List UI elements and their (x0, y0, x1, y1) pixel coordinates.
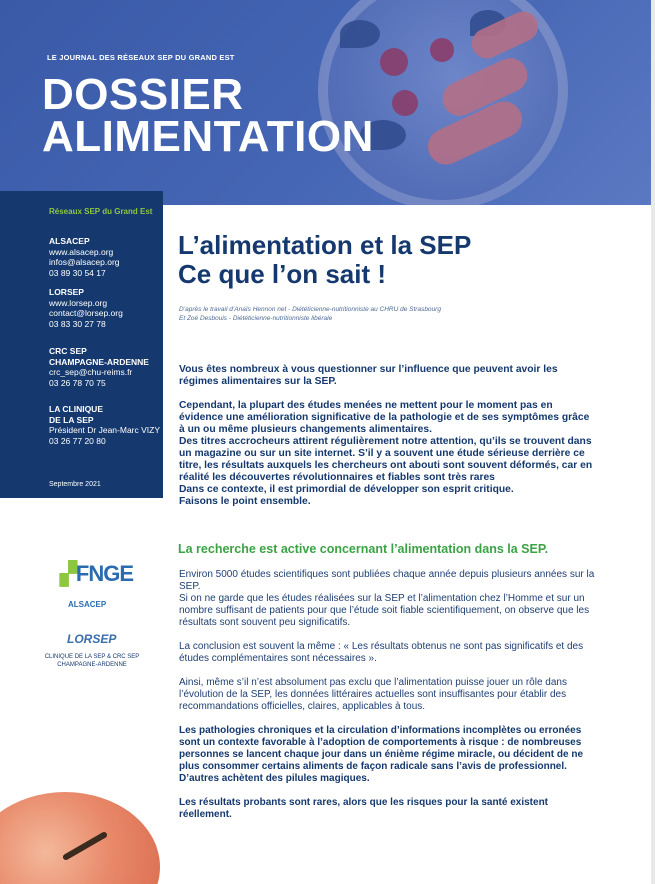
author-credit (179, 306, 441, 323)
apple-image (0, 792, 160, 884)
org-phone: 03 26 77 20 80 (49, 435, 106, 446)
fnge-logo-mark: ▞ (60, 561, 76, 586)
alsacep-logo: ALSACEP (68, 600, 107, 609)
org-email-link[interactable]: contact@lorsep.org (49, 308, 123, 318)
intro-paragraph: Des titres accrocheurs attirent régulièrement notre attention, qu’ils se trouvent dans un magazine ou sur un site internet. S’il y a souvent une étude sérieuse derrière ce titre, les résultats auxquels les chercheurs ont abouti sont souvent déformés, car en réalité les découvertes révolutionnaires et fiables sont très rares (179, 436, 593, 483)
issue-date: Septembre 2021 (49, 481, 101, 488)
org-name: LA CLINIQUE (49, 404, 103, 414)
org-email-link[interactable]: infos@alsacep.org (49, 257, 120, 267)
dossier-title-line2: ALIMENTATION (42, 112, 374, 161)
network-sidebar (0, 191, 163, 498)
sidebar-block-clinique (49, 404, 160, 446)
author-credit-line: Et Zoé Desbouis - Diététicienne-nutritionniste libérale (179, 314, 333, 322)
article-title-line1: L’alimentation et la SEP (178, 230, 472, 260)
org-website-link[interactable]: www.alsacep.org (49, 246, 114, 257)
salad-leaf (340, 20, 380, 48)
intro-paragraph: Dans ce contexte, il est primordial de développer son esprit critique. (179, 484, 514, 495)
org-phone: 03 89 30 54 17 (49, 267, 106, 278)
header-banner (0, 0, 651, 205)
org-president: Président Dr Jean-Marc VIZY (49, 425, 161, 435)
sidebar-block-alsacep (49, 236, 120, 278)
article-body (179, 569, 597, 833)
org-phone: 03 26 78 70 75 (49, 377, 106, 388)
org-name: CHAMPAGNE-ARDENNE (49, 356, 149, 367)
tomato (430, 38, 454, 62)
sidebar-block-lorsep (49, 287, 123, 329)
org-name: ALSACEP (49, 236, 90, 246)
article-title (178, 231, 471, 289)
org-website-link[interactable]: www.lorsep.org (49, 297, 108, 308)
org-email-link[interactable]: crc_sep@chu-reims.fr (49, 367, 133, 377)
author-credit-line: D’après le travail d’Anaïs Hennon net - Diététicienne-nutritionniste au CHRU de Strasbourg (179, 306, 441, 313)
org-name: CRC SEP (49, 346, 87, 356)
body-paragraph: Les pathologies chroniques et la circulation d’informations incomplètes ou erronées sont un contexte favorable à l’adoption de comportements à risque : de nombreuses personnes se lancent chaque jour dans un énième régime miracle, ou décident de ne plus consommer certains aliments de façon radicale sans l’avis de professionnel. D’autres achètent des pilules magiques. (179, 725, 584, 784)
fnge-logo (60, 561, 133, 587)
tomato (380, 48, 408, 76)
org-name: DE LA SEP (49, 414, 94, 425)
page-edge (651, 0, 655, 884)
intro-paragraph: Faisons le point ensemble. (179, 496, 311, 507)
network-label: Réseaux SEP du Grand Est (49, 207, 153, 216)
sidebar-block-crc-sep (49, 346, 149, 388)
body-paragraph: Ainsi, même s’il n’est absolument pas exclu que l’alimentation puisse jouer un rôle dans l’évolution de la SEP, les données littéraires actuelles sont insuffisantes pour établir des recommandations officielles, claires, applicables à tous. (179, 677, 567, 712)
org-phone: 03 83 30 27 78 (49, 318, 106, 329)
body-paragraph: La conclusion est souvent la même : « Les résultats obtenus ne sont pas significatifs et des études complémentaires sont nécessaires ». (179, 641, 584, 664)
org-name: LORSEP (49, 287, 84, 297)
section-heading: La recherche est active concernant l’alimentation dans la SEP. (178, 542, 549, 556)
clinique-logo-caption: CLINIQUE DE LA SEP & CRC SEP CHAMPAGNE-ARDENNE (44, 654, 140, 668)
dossier-title (42, 70, 374, 161)
intro-paragraph: Vous êtes nombreux à vous questionner sur l’influence que peuvent avoir les régimes alimentaires sur la SEP. (179, 364, 558, 387)
fnge-logo-text: FNGE (75, 561, 134, 586)
article-title-line2: Ce que l’on sait ! (178, 259, 387, 289)
body-paragraph: Les résultats probants sont rares, alors que les risques pour la santé existent réellement. (179, 797, 549, 820)
body-paragraph: Si on ne garde que les études réalisées sur la SEP et l’alimentation chez l’Homme et sur un nombre suffisant de patients pour que l’étude soit fiable scientifiquement, on observe que les résultats sont souvent peu significatifs. (179, 593, 590, 628)
intro-paragraph: Cependant, la plupart des études menées ne mettent pour le moment pas en évidence une amélioration significative de la pathologie et de ses symptômes grâce à un ou même plusieurs changements alimentaires. (179, 400, 590, 435)
article-intro (179, 364, 597, 508)
dossier-title-line1: DOSSIER (42, 70, 244, 119)
journal-kicker: LE JOURNAL DES RÉSEAUX SEP DU GRAND EST (47, 53, 235, 62)
lorsep-logo: LORSEP (67, 632, 117, 646)
body-paragraph: Environ 5000 études scientifiques sont publiées chaque année depuis plusieurs années sur la SEP. (179, 569, 595, 592)
tomato (392, 90, 418, 116)
